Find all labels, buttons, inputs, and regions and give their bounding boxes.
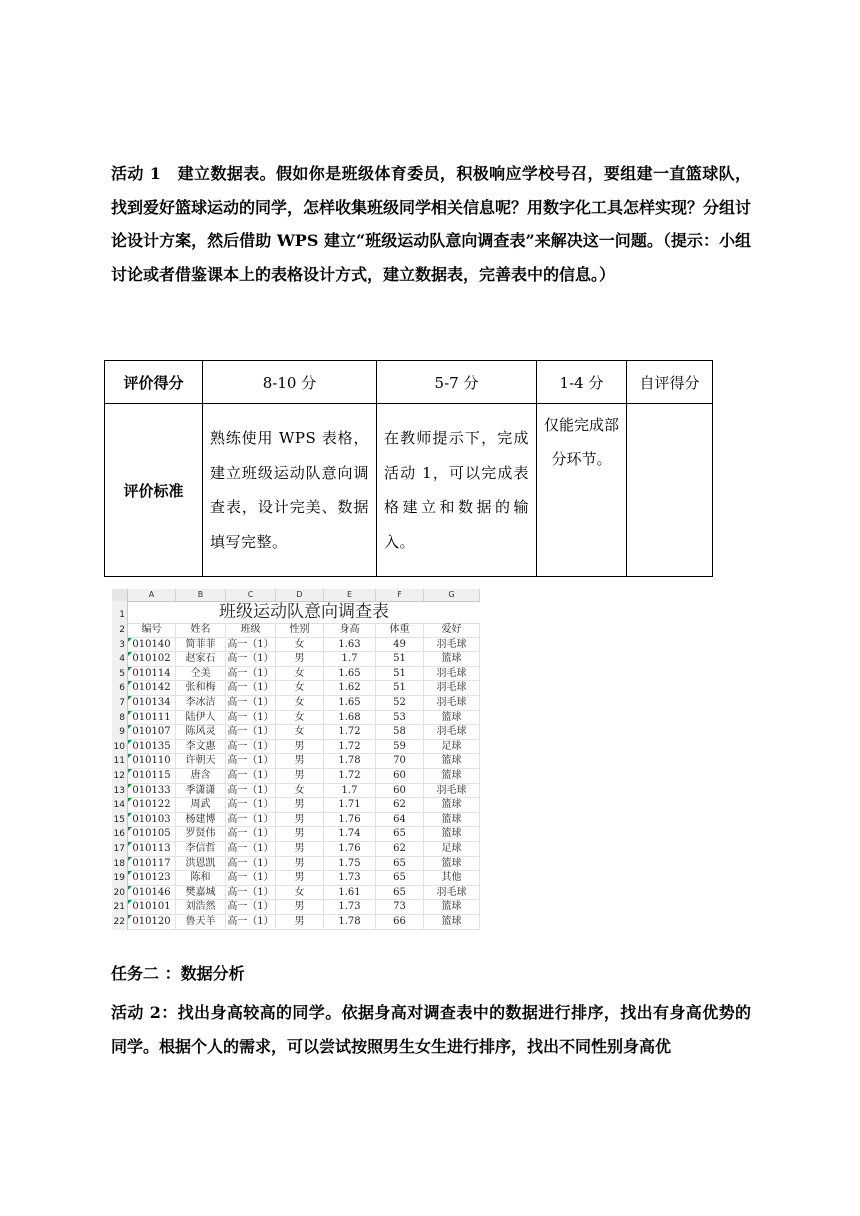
sheet-cell: 010103 xyxy=(128,813,176,827)
sheet-cell: 篮球 xyxy=(424,711,480,725)
sheet-cell: 足球 xyxy=(424,740,480,754)
text-number-indicator-icon xyxy=(128,886,132,890)
row-number: 6 xyxy=(112,681,128,696)
row-number: 2 xyxy=(112,623,128,638)
sheet-cell: 篮球 xyxy=(424,857,480,871)
sheet-cell: 51 xyxy=(376,681,424,695)
sheet-cell: 高一（1） xyxy=(226,915,276,929)
sheet-cell: 1.7 xyxy=(324,784,376,798)
sheet-cell: 高一（1） xyxy=(226,754,276,768)
row-number: 14 xyxy=(112,798,128,813)
activity-1-paragraph: 活动 1 建立数据表。假如你是班级体育委员，积极响应学校号召，要组建一直篮球队，找到爱好篮球运动的同学，怎样收集班级同学相关信息呢？用数字化工具怎样实现？分组讨论设计方案，然后借助 WPS 建立“班级运动队意向调查表”来解决这一问题。（提示：小组讨论或者借鉴课本上的表格设计方式，建立数据表，完善表中的信息。） xyxy=(111,164,752,284)
text-number-indicator-icon xyxy=(128,900,132,904)
sheet-data-row xyxy=(128,900,480,915)
row-number: 13 xyxy=(112,784,128,799)
text-number-indicator-icon xyxy=(128,769,132,773)
rubric-self-score xyxy=(627,404,713,577)
sheet-cell: 010101 xyxy=(128,900,176,914)
sheet-cell: 女 xyxy=(276,725,324,739)
row-number: 3 xyxy=(112,638,128,653)
row-number: 17 xyxy=(112,842,128,857)
sheet-cell: 男 xyxy=(276,827,324,841)
sheet-cell: 73 xyxy=(376,900,424,914)
sheet-cell: 1.68 xyxy=(324,711,376,725)
sheet-corner xyxy=(112,589,128,601)
sheet-cell: 1.76 xyxy=(324,842,376,856)
row-number: 19 xyxy=(112,871,128,886)
row-number: 11 xyxy=(112,754,128,769)
sheet-cell: 羽毛球 xyxy=(424,638,480,652)
sheet-cell: 李文惠 xyxy=(176,740,226,754)
sheet-cell: 仝美 xyxy=(176,667,226,681)
sheet-cell: 女 xyxy=(276,681,324,695)
sheet-cell: 洪恩凯 xyxy=(176,857,226,871)
sheet-cell: 刘浩然 xyxy=(176,900,226,914)
sheet-data-row xyxy=(128,827,480,842)
text-number-indicator-icon xyxy=(128,827,132,831)
row-number: 16 xyxy=(112,827,128,842)
sheet-cell: 女 xyxy=(276,711,324,725)
text-number-indicator-icon xyxy=(128,638,132,642)
sheet-cell: 高一（1） xyxy=(226,798,276,812)
text-number-indicator-icon xyxy=(128,915,132,919)
rubric-criteria-row xyxy=(105,404,713,577)
sheet-cell: 1.72 xyxy=(324,725,376,739)
sheet-header-cell: 身高 xyxy=(324,623,376,637)
sheet-cell: 女 xyxy=(276,638,324,652)
sheet-cell: 010107 xyxy=(128,725,176,739)
rubric-header-self: 自评得分 xyxy=(627,361,713,404)
sheet-header-row xyxy=(128,623,480,638)
sheet-cell: 51 xyxy=(376,652,424,666)
activity-2-paragraph: 活动 2：找出身高较高的同学。依据身高对调查表中的数据进行排序，找出有身高优势的同学。根据个人的需求，可以尝试按照男生女生进行排序，找出不同性别身高优 xyxy=(111,1003,751,1056)
sheet-data-row xyxy=(128,696,480,711)
sheet-data-row xyxy=(128,871,480,886)
row-number: 18 xyxy=(112,857,128,872)
row-number: 12 xyxy=(112,769,128,784)
sheet-cell: 男 xyxy=(276,871,324,885)
sheet-cell: 赵家石 xyxy=(176,652,226,666)
sheet-cell: 1.65 xyxy=(324,696,376,710)
row-number: 8 xyxy=(112,711,128,726)
sheet-cell: 羽毛球 xyxy=(424,667,480,681)
text-number-indicator-icon xyxy=(128,813,132,817)
rubric-low-criteria: 仅能完成部分环节。 xyxy=(537,404,627,577)
sheet-cell: 女 xyxy=(276,667,324,681)
row-number: 15 xyxy=(112,813,128,828)
rubric-header-row xyxy=(105,361,713,404)
sheet-cell: 陈和 xyxy=(176,871,226,885)
sheet-cell: 篮球 xyxy=(424,915,480,929)
rubric-header-high: 8-10 分 xyxy=(203,361,377,404)
sheet-cell: 65 xyxy=(376,857,424,871)
text-number-indicator-icon xyxy=(128,842,132,846)
sheet-cell: 1.62 xyxy=(324,681,376,695)
sheet-cell: 010113 xyxy=(128,842,176,856)
sheet-cell: 010102 xyxy=(128,652,176,666)
sheet-cell: 男 xyxy=(276,769,324,783)
sheet-cell: 篮球 xyxy=(424,900,480,914)
sheet-data-row xyxy=(128,886,480,901)
sheet-cell: 1.7 xyxy=(324,652,376,666)
text-number-indicator-icon xyxy=(128,711,132,715)
rubric-mid-criteria: 在教师提示下，完成活动 1，可以完成表格建立和数据的输入。 xyxy=(377,404,537,577)
sheet-cell: 高一（1） xyxy=(226,681,276,695)
sheet-cell: 李信哲 xyxy=(176,842,226,856)
sheet-cell: 010134 xyxy=(128,696,176,710)
sheet-cell: 1.78 xyxy=(324,915,376,929)
spreadsheet-screenshot xyxy=(112,589,480,930)
sheet-cell: 羽毛球 xyxy=(424,784,480,798)
sheet-cell: 010142 xyxy=(128,681,176,695)
sheet-cell: 女 xyxy=(276,886,324,900)
text-number-indicator-icon xyxy=(128,740,132,744)
sheet-cell: 男 xyxy=(276,842,324,856)
column-letter-f: F xyxy=(376,589,424,601)
sheet-cell: 010122 xyxy=(128,798,176,812)
column-letter-e: E xyxy=(324,589,376,601)
sheet-cell: 鲁天羊 xyxy=(176,915,226,929)
text-number-indicator-icon xyxy=(128,725,132,729)
rubric-row-label: 评价标准 xyxy=(105,404,203,577)
sheet-data-row xyxy=(128,842,480,857)
sheet-cell: 010135 xyxy=(128,740,176,754)
text-number-indicator-icon xyxy=(128,667,132,671)
sheet-cell: 高一（1） xyxy=(226,725,276,739)
sheet-cell: 张和梅 xyxy=(176,681,226,695)
rubric-header-score: 评价得分 xyxy=(105,361,203,404)
sheet-cell: 010115 xyxy=(128,769,176,783)
text-number-indicator-icon xyxy=(128,696,132,700)
sheet-cell: 010120 xyxy=(128,915,176,929)
sheet-cell: 羽毛球 xyxy=(424,886,480,900)
sheet-data-row xyxy=(128,681,480,696)
sheet-cell: 60 xyxy=(376,769,424,783)
sheet-data-row xyxy=(128,784,480,799)
sheet-cell: 男 xyxy=(276,813,324,827)
sheet-cell: 男 xyxy=(276,798,324,812)
sheet-cell: 女 xyxy=(276,784,324,798)
sheet-cell: 杨建博 xyxy=(176,813,226,827)
sheet-cell: 高一（1） xyxy=(226,886,276,900)
text-number-indicator-icon xyxy=(128,871,132,875)
column-letter-c: C xyxy=(226,589,276,601)
sheet-cell: 010133 xyxy=(128,784,176,798)
sheet-cell: 62 xyxy=(376,798,424,812)
sheet-data-row xyxy=(128,711,480,726)
sheet-data-row xyxy=(128,652,480,667)
sheet-cell: 男 xyxy=(276,652,324,666)
sheet-cell: 1.76 xyxy=(324,813,376,827)
sheet-cell: 60 xyxy=(376,784,424,798)
sheet-cell: 篮球 xyxy=(424,652,480,666)
sheet-cell: 010140 xyxy=(128,638,176,652)
row-number: 4 xyxy=(112,652,128,667)
row-number: 5 xyxy=(112,667,128,682)
sheet-header-cell: 爱好 xyxy=(424,623,480,637)
sheet-cell: 58 xyxy=(376,725,424,739)
sheet-data-row xyxy=(128,638,480,653)
sheet-cell: 李冰洁 xyxy=(176,696,226,710)
sheet-cell: 59 xyxy=(376,740,424,754)
sheet-cell: 男 xyxy=(276,915,324,929)
row-number: 10 xyxy=(112,740,128,755)
sheet-cell: 足球 xyxy=(424,842,480,856)
sheet-cell: 1.75 xyxy=(324,857,376,871)
sheet-data-row xyxy=(128,725,480,740)
text-number-indicator-icon xyxy=(128,784,132,788)
sheet-cell: 1.72 xyxy=(324,740,376,754)
sheet-cell: 52 xyxy=(376,696,424,710)
sheet-cell: 64 xyxy=(376,813,424,827)
row-number: 21 xyxy=(112,900,128,915)
sheet-header-cell: 班级 xyxy=(226,623,276,637)
rubric-high-criteria: 熟练使用 WPS 表格，建立班级运动队意向调查表，设计完美、数据填写完整。 xyxy=(203,404,377,577)
text-number-indicator-icon xyxy=(128,681,132,685)
sheet-cell: 1.74 xyxy=(324,827,376,841)
sheet-data-row xyxy=(128,813,480,828)
sheet-cell: 1.71 xyxy=(324,798,376,812)
sheet-cell: 高一（1） xyxy=(226,842,276,856)
text-number-indicator-icon xyxy=(128,754,132,758)
sheet-cell: 1.78 xyxy=(324,754,376,768)
row-number: 22 xyxy=(112,915,128,930)
sheet-cell: 篮球 xyxy=(424,827,480,841)
column-letter-b: B xyxy=(176,589,226,601)
sheet-cell: 许朝天 xyxy=(176,754,226,768)
sheet-cell: 1.73 xyxy=(324,871,376,885)
sheet-cell: 53 xyxy=(376,711,424,725)
sheet-cell: 高一（1） xyxy=(226,740,276,754)
sheet-cell: 陆伊人 xyxy=(176,711,226,725)
sheet-cell: 高一（1） xyxy=(226,696,276,710)
sheet-cell: 1.65 xyxy=(324,667,376,681)
sheet-cell: 男 xyxy=(276,857,324,871)
sheet-cell: 010117 xyxy=(128,857,176,871)
sheet-cell: 1.73 xyxy=(324,900,376,914)
sheet-header-cell: 姓名 xyxy=(176,623,226,637)
sheet-cell: 1.61 xyxy=(324,886,376,900)
sheet-cell: 季潇潇 xyxy=(176,784,226,798)
sheet-cell: 010110 xyxy=(128,754,176,768)
column-letter-d: D xyxy=(276,589,324,601)
sheet-cell: 65 xyxy=(376,871,424,885)
sheet-cell: 010114 xyxy=(128,667,176,681)
text-number-indicator-icon xyxy=(128,857,132,861)
sheet-header-cell: 编号 xyxy=(128,623,176,637)
sheet-cell: 男 xyxy=(276,740,324,754)
sheet-cell: 高一（1） xyxy=(226,900,276,914)
sheet-cell: 010146 xyxy=(128,886,176,900)
text-number-indicator-icon xyxy=(128,652,132,656)
sheet-cell: 女 xyxy=(276,696,324,710)
sheet-cell: 高一（1） xyxy=(226,813,276,827)
sheet-cell: 51 xyxy=(376,667,424,681)
sheet-cell: 高一（1） xyxy=(226,711,276,725)
sheet-data-row xyxy=(128,754,480,769)
row-number: 20 xyxy=(112,886,128,901)
sheet-cell: 其他 xyxy=(424,871,480,885)
sheet-cell: 羽毛球 xyxy=(424,681,480,695)
sheet-cell: 66 xyxy=(376,915,424,929)
column-letter-a: A xyxy=(128,589,176,601)
text-number-indicator-icon xyxy=(128,798,132,802)
sheet-cell: 62 xyxy=(376,842,424,856)
sheet-cell: 篮球 xyxy=(424,769,480,783)
sheet-data-row xyxy=(128,857,480,872)
sheet-cell: 唐含 xyxy=(176,769,226,783)
sheet-cell: 羽毛球 xyxy=(424,696,480,710)
rubric-header-low: 1-4 分 xyxy=(537,361,627,404)
sheet-data-row xyxy=(128,740,480,755)
sheet-cell: 010105 xyxy=(128,827,176,841)
sheet-cell: 高一（1） xyxy=(226,769,276,783)
sheet-cell: 篮球 xyxy=(424,813,480,827)
sheet-cell: 49 xyxy=(376,638,424,652)
column-letter-g: G xyxy=(424,589,480,601)
sheet-data-row xyxy=(128,667,480,682)
rubric-header-mid: 5-7 分 xyxy=(377,361,537,404)
sheet-data-row xyxy=(128,769,480,784)
sheet-cell: 高一（1） xyxy=(226,871,276,885)
sheet-cell: 高一（1） xyxy=(226,827,276,841)
sheet-cell: 简菲菲 xyxy=(176,638,226,652)
row-number: 9 xyxy=(112,725,128,740)
sheet-data-row xyxy=(128,915,480,930)
sheet-cell: 1.63 xyxy=(324,638,376,652)
row-number: 1 xyxy=(112,601,128,623)
rubric-table xyxy=(104,360,713,577)
sheet-data-row xyxy=(128,798,480,813)
sheet-cell: 1.72 xyxy=(324,769,376,783)
sheet-cell: 高一（1） xyxy=(226,667,276,681)
sheet-cell: 周武 xyxy=(176,798,226,812)
sheet-cell: 高一（1） xyxy=(226,857,276,871)
sheet-title: 班级运动队意向调查表 xyxy=(128,601,480,624)
sheet-cell: 樊嘉城 xyxy=(176,886,226,900)
sheet-cell: 70 xyxy=(376,754,424,768)
sheet-cell: 羽毛球 xyxy=(424,725,480,739)
sheet-cell: 010123 xyxy=(128,871,176,885)
sheet-cell: 陈风灵 xyxy=(176,725,226,739)
sheet-cell: 篮球 xyxy=(424,754,480,768)
sheet-cell: 篮球 xyxy=(424,798,480,812)
sheet-cell: 010111 xyxy=(128,711,176,725)
sheet-cell: 罗贤伟 xyxy=(176,827,226,841)
sheet-cell: 高一（1） xyxy=(226,638,276,652)
sheet-cell: 高一（1） xyxy=(226,652,276,666)
sheet-header-cell: 性别 xyxy=(276,623,324,637)
sheet-cell: 高一（1） xyxy=(226,784,276,798)
sheet-cell: 男 xyxy=(276,900,324,914)
sheet-cell: 男 xyxy=(276,754,324,768)
row-number: 7 xyxy=(112,696,128,711)
task-2-heading: 任务二 ：数据分析 xyxy=(111,964,245,983)
sheet-header-cell: 体重 xyxy=(376,623,424,637)
sheet-cell: 65 xyxy=(376,827,424,841)
sheet-cell: 65 xyxy=(376,886,424,900)
